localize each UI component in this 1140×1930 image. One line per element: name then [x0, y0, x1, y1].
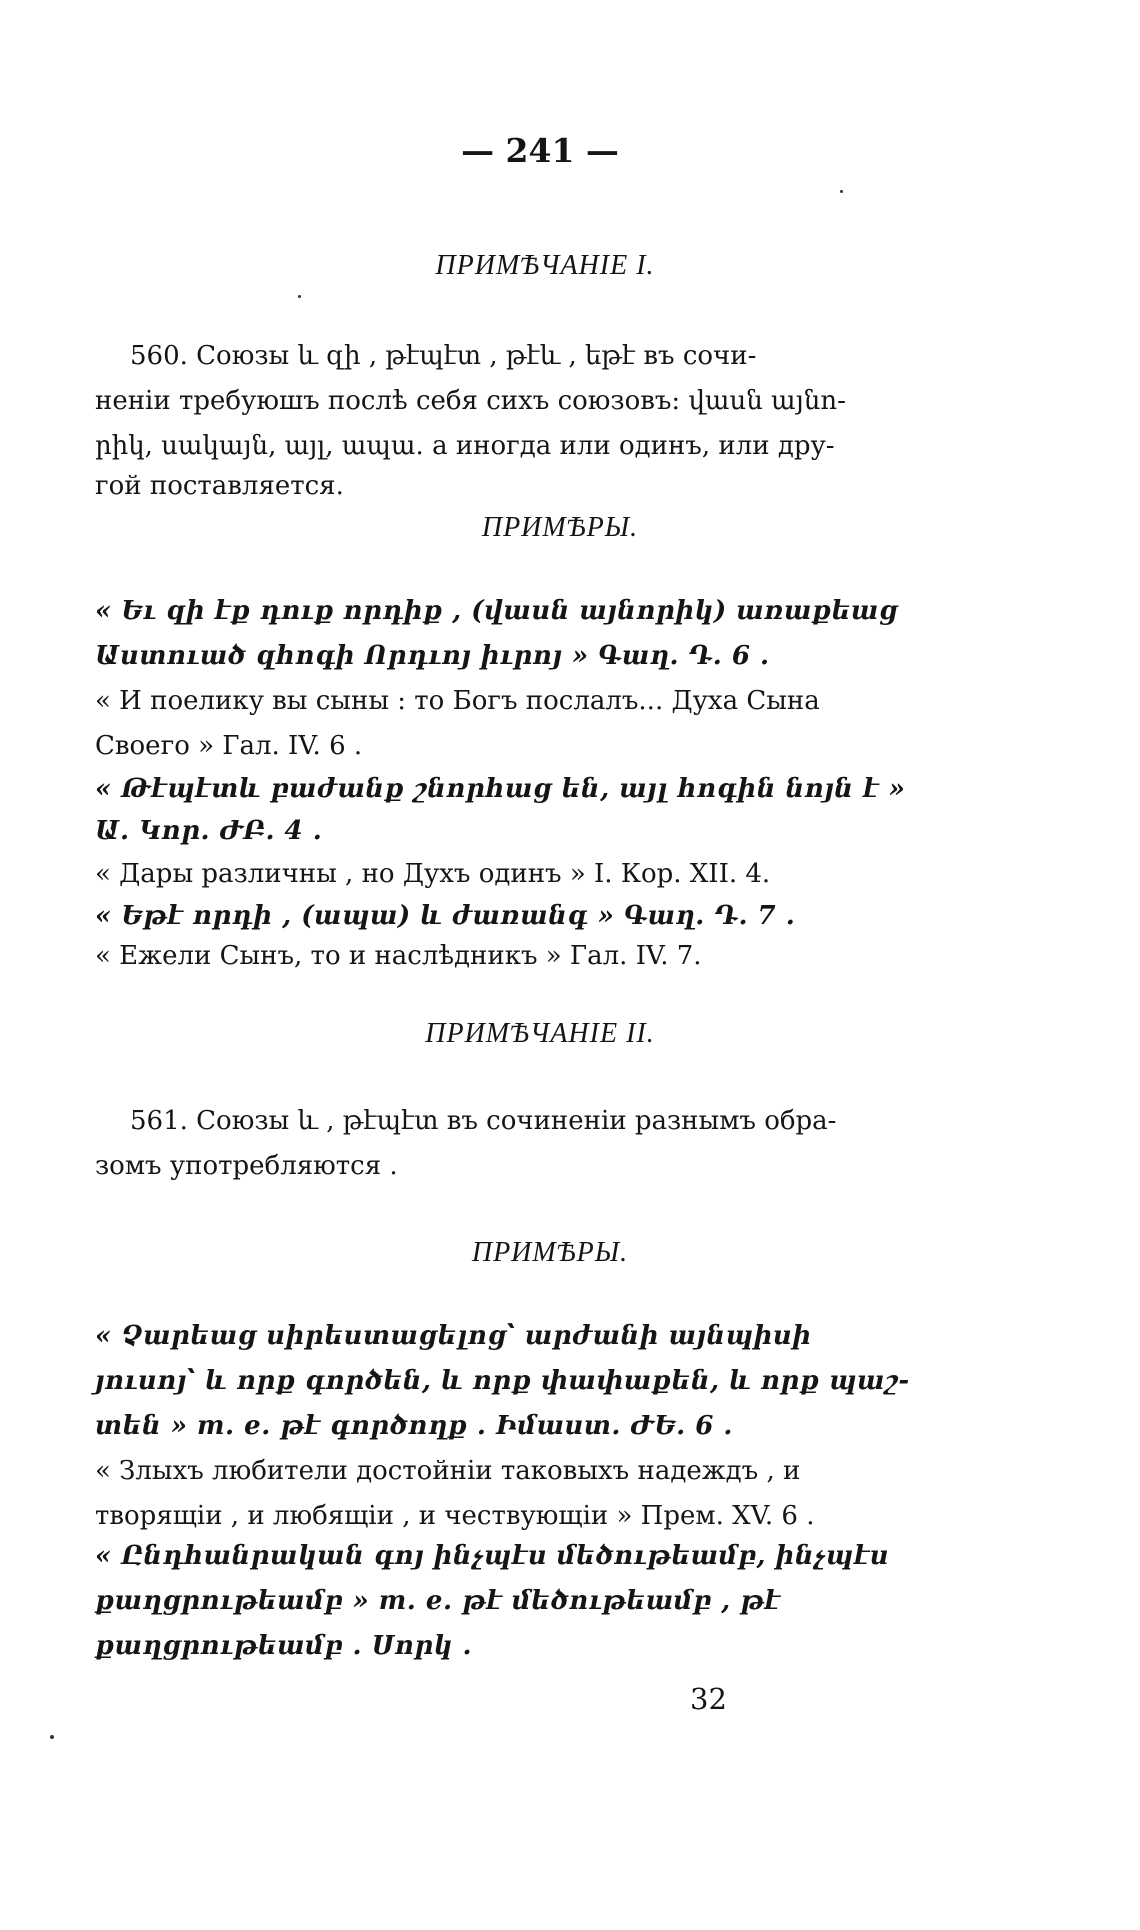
note-2-example-1-armenian-2: յուսոյ՝ և որք գործեն, և որք փափաքեն, և որք պաշ- [95, 1366, 910, 1396]
note-1-example-2-armenian-2: Ա. Կոր. ԺԲ. 4 . [95, 816, 323, 846]
note-1-example-2-russian-1: « Дары различны , но Духъ одинъ » I. Кор. XII. 4. [95, 859, 771, 889]
note-1-example-3-armenian-1: « Եթէ որդի , (ապա) և ժառանգ » Գաղ. Դ. 7 . [95, 901, 796, 931]
note-2-example-1-armenian-1: « Չարեաց սիրեստացելոց՝ արժանի այնպիսի [95, 1321, 812, 1351]
note-2-example-2-armenian-2: քաղցրութեամբ » т. е. թէ մեծութեամբ , թէ [95, 1586, 781, 1616]
note-1-example-1-russian-1: « И поелику вы сыны : то Богъ послалъ... Духа Сына [95, 686, 820, 716]
note-1-example-2-armenian-1: « Թէպէտև բաժանք շնորհաց են, այլ հոգին նոյն է » [95, 774, 906, 804]
page-number-top: — 241 — [461, 131, 619, 170]
page-number-bottom: 32 [690, 1682, 727, 1716]
note-1-line-1: 560. Союзы և զի , թէպէտ , թէև , եթէ въ сочи- [130, 341, 757, 371]
print-speck [50, 1735, 54, 1739]
note-1-example-1-armenian-1: « Եւ զի էք դուք որդիք , (վասն այնորիկ) առաքեաց [95, 596, 898, 626]
note-2-example-2-armenian-3: քաղցրութեամբ . Սորկ . [95, 1631, 473, 1661]
note-2-heading: ПРИМѢЧАНІЕ II. [425, 1018, 655, 1049]
note-2-line-2: зомъ употребляются . [95, 1151, 398, 1181]
note-1-example-1-armenian-2: Աստուած զհոգի Որդւոյ իւրոյ » Գաղ. Դ. 6 . [95, 641, 770, 671]
note-1-line-4: гой поставляется. [95, 471, 344, 501]
note-1-examples-heading: ПРИМѢРЫ. [481, 512, 639, 543]
note-1-heading: ПРИМѢЧАНІЕ I. [435, 250, 655, 281]
note-1-example-3-russian-1: « Ежели Сынъ, то и наслѣдникъ » Гал. IV. 7. [95, 941, 702, 971]
note-1-example-1-russian-2: Своего » Гал. IV. 6 . [95, 731, 363, 761]
note-2-line-1: 561. Союзы և , թէպէտ въ сочиненіи разнымъ обра- [130, 1106, 837, 1136]
note-2-example-1-russian-1: « Злыхъ любители достойніи таковыхъ надеждъ , и [95, 1456, 801, 1486]
note-1-line-2: неніи требуюшъ послѣ себя сихъ союзовъ: վասն այնո- [95, 386, 846, 416]
note-2-example-1-russian-2: творящіи , и любящіи , и чествующіи » Прем. XV. 6 . [95, 1501, 815, 1531]
print-speck [298, 295, 301, 298]
print-speck [840, 190, 843, 193]
note-1-line-3: րիկ, սակայն, այլ, ապա. а иногда или одинъ, или дру- [95, 431, 835, 461]
note-2-example-2-armenian-1: « Ընդհանրական գոյ ինչպէս մեծութեամբ, ինչպէս [95, 1541, 890, 1571]
note-2-examples-heading: ПРИМѢРЫ. [471, 1237, 629, 1268]
note-2-example-1-armenian-3: տեն » т. е. թէ գործողք . Իմաստ. ԺԵ. 6 . [95, 1411, 733, 1441]
